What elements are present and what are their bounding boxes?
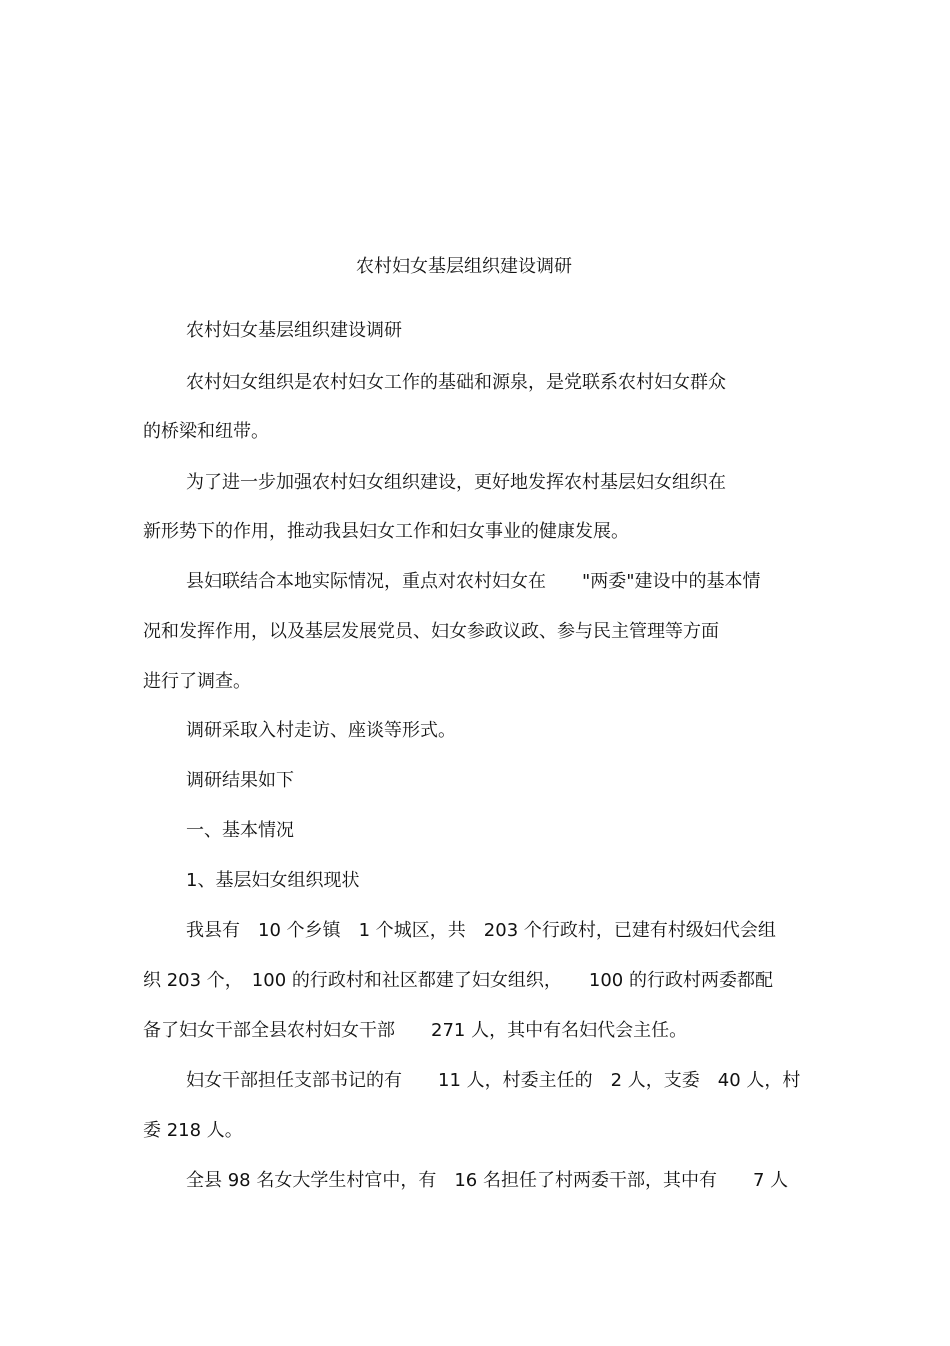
paragraph-line: 织 203 个， 100 的行政村和社区都建了妇女组织， 100 的行政村两委都配 <box>143 970 773 991</box>
paragraph-line: 调研结果如下 <box>186 770 294 791</box>
paragraph-line: 县妇联结合本地实际情况，重点对农村妇女在 "两委"建设中的基本情 <box>186 571 761 592</box>
paragraph-line: 新形势下的作用，推动我县妇女工作和妇女事业的健康发展。 <box>143 521 629 542</box>
paragraph-line: 备了妇女干部全县农村妇女干部 271 人，其中有名妇代会主任。 <box>143 1020 688 1041</box>
paragraph-line: 农村妇女组织是农村妇女工作的基础和源泉，是党联系农村妇女群众 <box>186 372 726 393</box>
paragraph-line: 的桥梁和纽带。 <box>143 421 269 442</box>
paragraph-line: 委 218 人。 <box>143 1120 243 1141</box>
section-heading: 一、基本情况 <box>186 820 294 841</box>
document-title: 农村妇女基层组织建设调研 <box>356 256 572 277</box>
paragraph-line: 进行了调查。 <box>143 671 251 692</box>
paragraph-line: 妇女干部担任支部书记的有 11 人，村委主任的 2 人，支委 40 人，村 <box>186 1070 801 1091</box>
subsection-heading: 1、基层妇女组织现状 <box>186 870 360 891</box>
paragraph-line: 农村妇女基层组织建设调研 <box>186 320 402 341</box>
paragraph-line: 调研采取入村走访、座谈等形式。 <box>186 720 456 741</box>
paragraph-line: 况和发挥作用，以及基层发展党员、妇女参政议政、参与民主管理等方面 <box>143 621 719 642</box>
paragraph-line: 为了进一步加强农村妇女组织建设，更好地发挥农村基层妇女组织在 <box>186 472 726 493</box>
paragraph-line: 我县有 10 个乡镇 1 个城区，共 203 个行政村，已建有村级妇代会组 <box>186 920 776 941</box>
paragraph-line: 全县 98 名女大学生村官中，有 16 名担任了村两委干部，其中有 7 人 <box>186 1170 789 1191</box>
